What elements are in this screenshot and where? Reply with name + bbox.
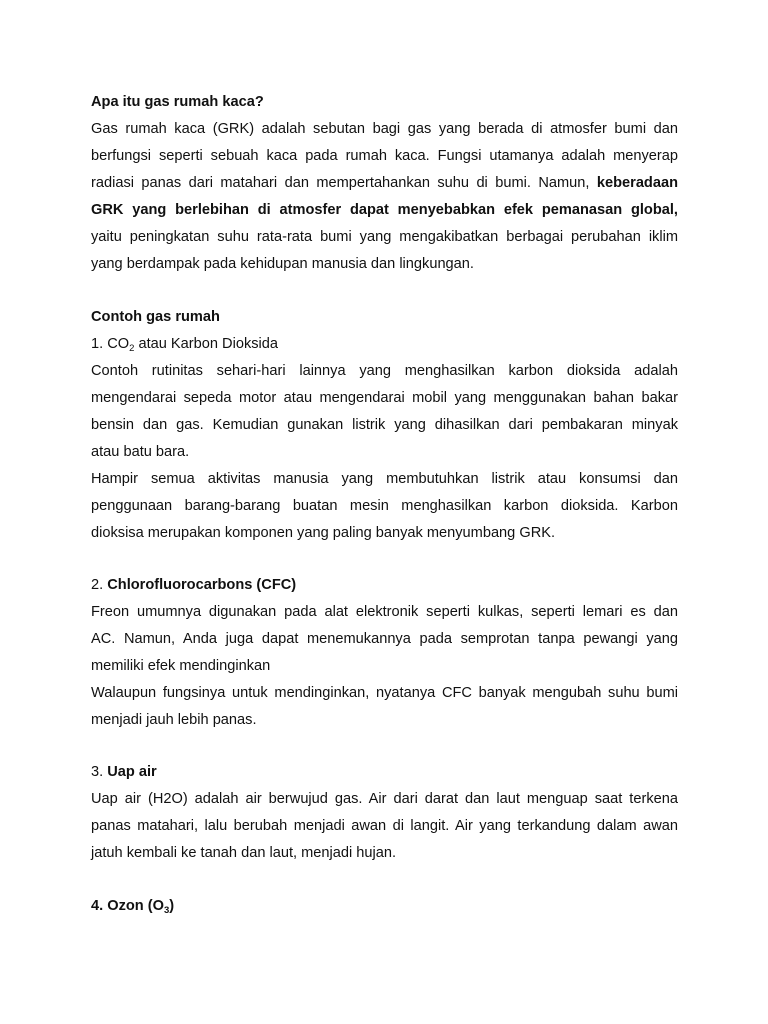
paragraph-line: Uap air (H2O) adalah air berwujud gas. Air dari darat dan laut menguap saat terkena (91, 791, 678, 807)
item-title-ozone: 4. Ozon $(O_3)$ (91, 898, 175, 916)
section-heading-greenhouse-gas: Apa itu gas rumah kaca? (91, 94, 264, 110)
item-title-co2: 1. $CO_2$ atau Karbon Dioksida (91, 336, 279, 354)
section-heading-examples: Contoh gas rumah (91, 309, 220, 325)
paragraph-line: memiliki efek mendinginkan (91, 658, 271, 674)
paragraph-line: radiasi panas dari matahari dan mempertahankan suhu di bumi. Namun, keberadaan (91, 175, 678, 191)
paragraph-line: Hampir semua aktivitas manusia yang membutuhkan listrik atau konsumsi dan (91, 471, 678, 487)
paragraph-line: Walaupun fungsinya untuk mendinginkan, nyatanya CFC banyak mengubah suhu bumi (91, 685, 678, 701)
paragraph-line-bold: GRK yang berlebihan di atmosfer dapat menyebabkan efek pemanasan global, (91, 202, 678, 218)
paragraph-line: Gas rumah kaca (GRK) adalah sebutan bagi gas yang berada di atmosfer bumi dan (91, 121, 678, 137)
paragraph-line: dioksisa merupakan komponen yang paling banyak menyumbang GRK. (91, 525, 556, 541)
paragraph-line: yang berdampak pada kehidupan manusia dan lingkungan. (91, 256, 474, 272)
paragraph-line: berfungsi seperti sebuah kaca pada rumah kaca. Fungsi utamanya adalah menyerap (91, 148, 678, 164)
paragraph-line: panas matahari, lalu berubah menjadi awan di langit. Air yang terkandung dalam awan (91, 818, 678, 834)
paragraph-line: yaitu peningkatan suhu rata-rata bumi yang mengakibatkan berbagai perubahan iklim (91, 229, 678, 245)
paragraph-line: bensin dan gas. Kemudian gunakan listrik yang dihasilkan dari pembakaran minyak (91, 417, 678, 433)
paragraph-line: atau batu bara. (91, 444, 190, 460)
item-title-cfc: 2. Chlorofluorocarbons (CFC) (91, 577, 297, 593)
paragraph-line: menjadi jauh lebih panas. (91, 712, 257, 728)
paragraph-line: penggunaan barang-barang buatan mesin menghasilkan karbon dioksida. Karbon (91, 498, 678, 514)
paragraph-line: jatuh kembali ke tanah dan laut, menjadi hujan. (91, 845, 397, 861)
item-title-water-vapor: 3. Uap air (91, 764, 157, 780)
paragraph-line: Contoh rutinitas sehari-hari lainnya yang menghasilkan karbon dioksida adalah (91, 363, 678, 379)
paragraph-line: AC. Namun, Anda juga dapat menemukannya pada semprotan tanpa pewangi yang (91, 631, 678, 647)
paragraph-line: mengendarai sepeda motor atau mengendarai mobil yang menggunakan bahan bakar (91, 390, 678, 406)
paragraph-line: Freon umumnya digunakan pada alat elektronik seperti kulkas, seperti lemari es dan (91, 604, 678, 620)
